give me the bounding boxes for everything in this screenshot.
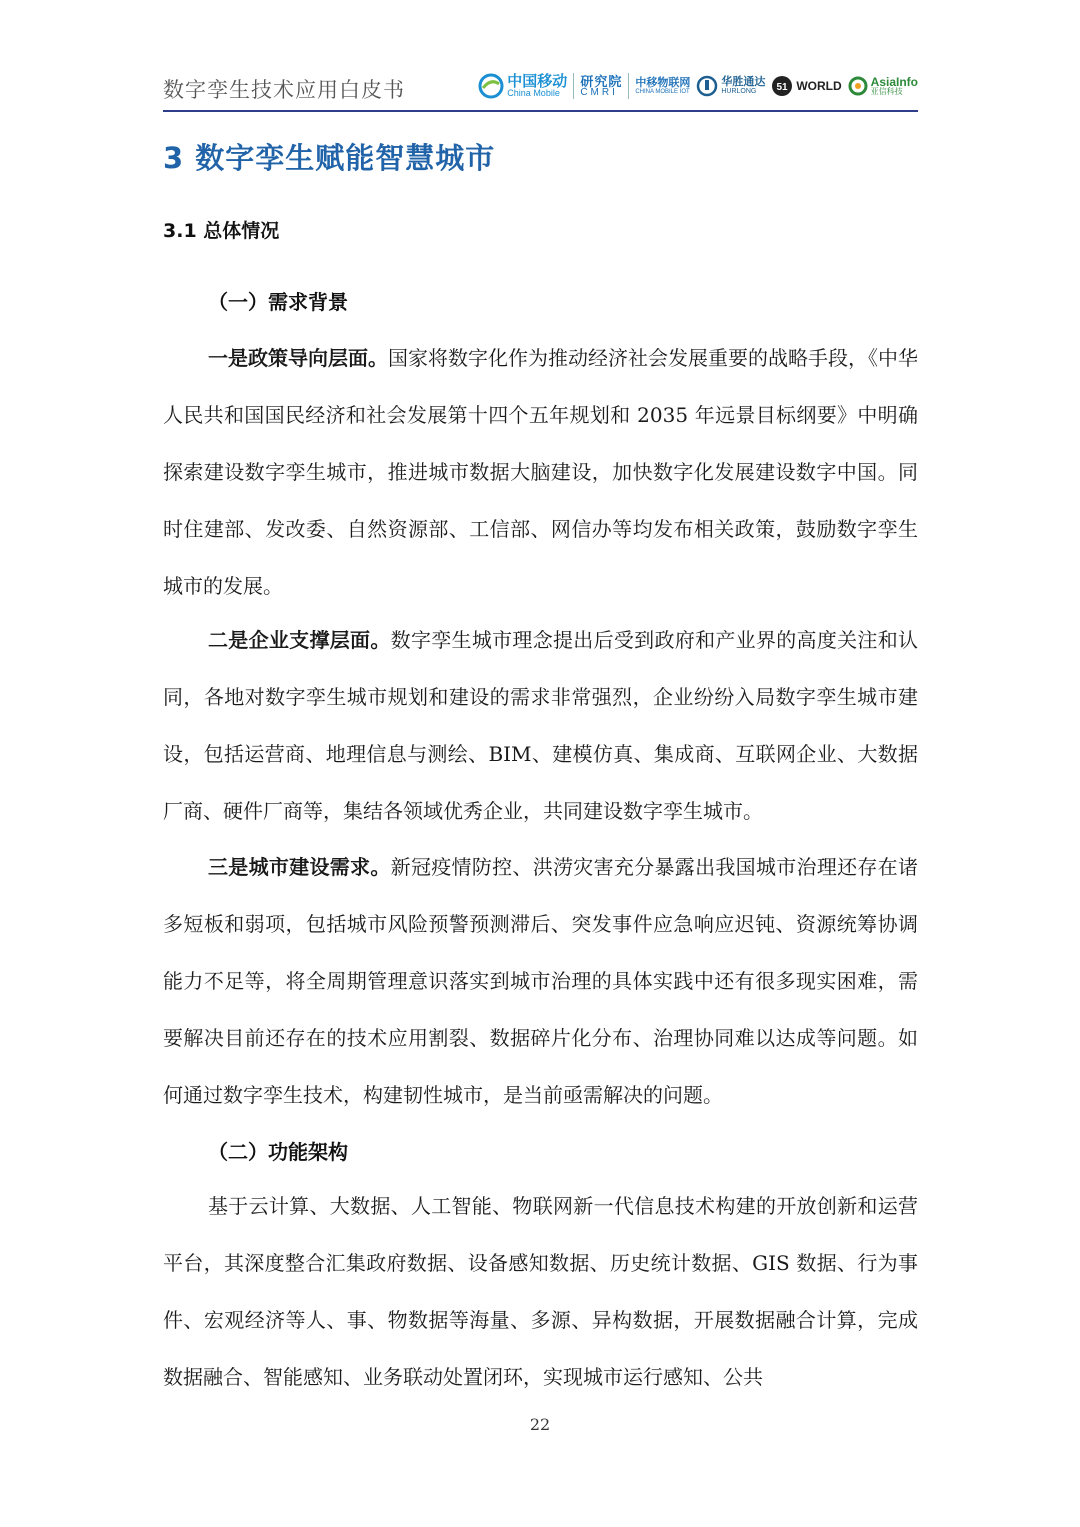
paragraph-body: 数字孪生城市理念提出后受到政府和产业界的高度关注和认同，各地对数字孪生城市规划和建设的需求非常强烈，企业纷纷入局数字孪生城市建设，包括运营商、地理信息与测绘、BIM、建模仿真、集成商、互联网企业、大数据厂商、硬件厂商等，集结各领域优秀企业，共同建设数字孪生城市。 <box>163 628 919 823</box>
51world-logo: 51 WORLD <box>771 75 841 97</box>
hurlong-logo: 华胜通达 HURLONG <box>696 75 765 97</box>
51world-badge-icon <box>771 75 793 97</box>
paragraph-body: 国家将数字化作为推动经济社会发展重要的战略手段，《中华人民共和国国民经济和社会发展第十四个五年规划和 2035 年远景目标纲要》中明确探索建设数字孪生城市，推进城市数据大脑建设，加快数字化发展建设数字中国。同时住建部、发改委、自然资源部、工信部、网信办等均发布相关政策，鼓励数字孪生城市的发展。 <box>163 346 918 598</box>
paragraph-body: 新冠疫情防控、洪涝灾害充分暴露出我国城市治理还存在诸多短板和弱项，包括城市风险预警预测滞后、突发事件应急响应迟钝、资源统筹协调能力不足等，将全周期管理意识落实到城市治理的具体实践中还有很多现实困难，需要解决目前还存在的技术应用割裂、数据碎片化分布、治理协同难以达成等问题。如何通过数字孪生技术，构建韧性城市，是当前亟需解决的问题。 <box>163 855 919 1107</box>
cmri-logo: 研究院 CMRI <box>580 73 623 98</box>
paragraph-lead: 一是政策导向层面。 <box>208 346 388 370</box>
hurlong-icon <box>696 75 718 97</box>
subsection-heading-demand: （一）需求背景 <box>208 290 348 314</box>
subsection-heading-architecture: （二）功能架构 <box>208 1140 348 1164</box>
asiainfo-logo: AsiaInfo 亚信科技 <box>848 76 918 96</box>
paragraph-city-demand <box>163 839 918 1124</box>
paragraph-lead: 三是城市建设需求。 <box>208 855 391 879</box>
svg-text:51: 51 <box>776 82 788 93</box>
chapter-heading: 3 数字孪生赋能智慧城市 <box>163 141 496 175</box>
section-heading: 3.1 总体情况 <box>163 220 280 242</box>
logo-divider <box>628 73 629 99</box>
asiainfo-icon <box>848 76 868 96</box>
header-divider <box>163 110 918 112</box>
paragraph-policy <box>163 330 918 615</box>
header-title: 数字孪生技术应用白皮书 <box>163 78 405 102</box>
partner-logos <box>478 66 918 106</box>
page-number: 22 <box>529 1415 551 1434</box>
page-header <box>163 66 918 112</box>
logo-divider <box>573 73 574 99</box>
china-mobile-iot-logo: 中移物联网 CHINA MOBILE IOT <box>635 76 691 95</box>
paragraph-lead: 二是企业支撑层面。 <box>208 628 391 652</box>
paragraph-architecture <box>163 1178 918 1406</box>
paragraph-enterprise <box>163 612 918 840</box>
china-mobile-logo: 中国移动 China Mobile <box>478 73 567 99</box>
china-mobile-icon <box>478 73 504 99</box>
paragraph-body: 基于云计算、大数据、人工智能、物联网新一代信息技术构建的开放创新和运营平台，其深度整合汇集政府数据、设备感知数据、历史统计数据、GIS 数据、行为事件、宏观经济等人、事、物数据等海量、多源、异构数据，开展数据融合计算，完成数据融合、智能感知、业务联动处置闭环，实现城市运行感知、公共 <box>163 1194 918 1389</box>
